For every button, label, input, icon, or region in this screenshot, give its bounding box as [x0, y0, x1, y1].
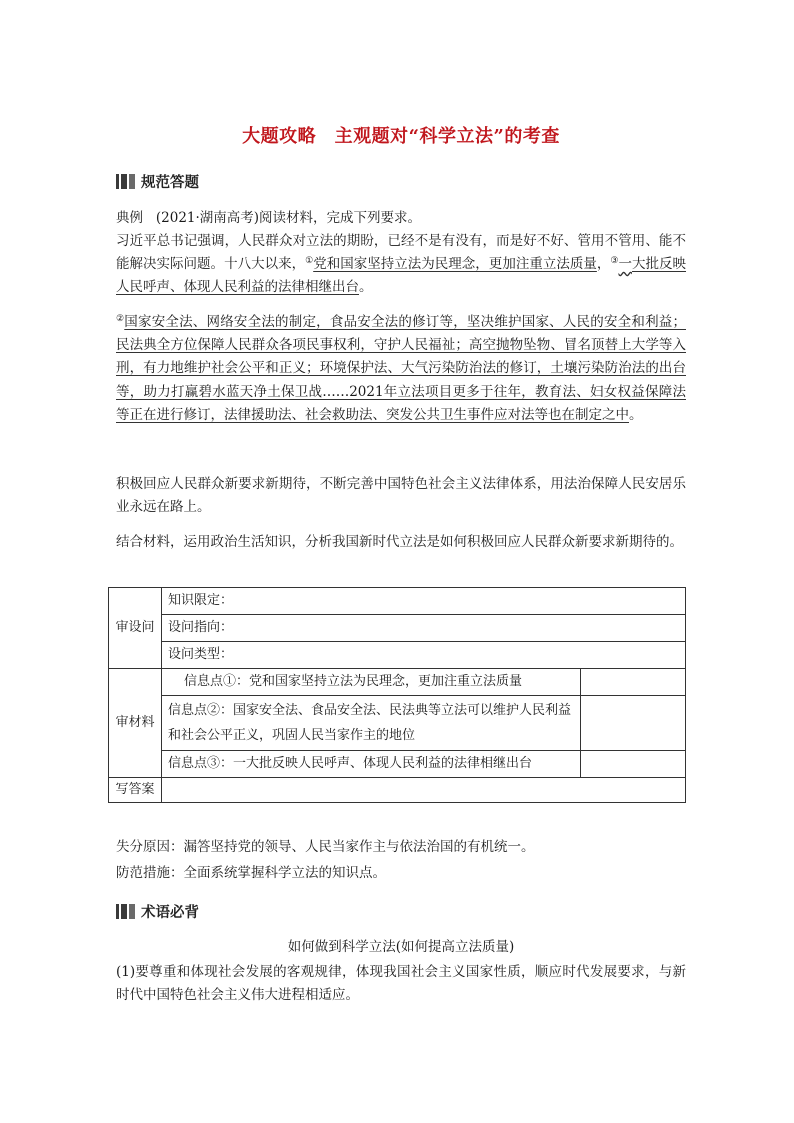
- example-label: 典例: [116, 210, 143, 226]
- underlined-text: 党和国家坚持立法为民理念，更加注重立法质量: [313, 256, 597, 273]
- section-heading-terms: [116, 901, 199, 921]
- prevention-measure: 防范措施：全面系统掌握科学立法的知识点。: [116, 865, 386, 881]
- info-marker: ②: [116, 314, 125, 324]
- write-answer-label: 写答案: [109, 778, 162, 803]
- section-heading-answer: [116, 171, 199, 191]
- info-point-3-cell: 信息点③：一大批反映人民呼声、体现人民利益的法律相继出台: [162, 751, 581, 778]
- section-heading-label: 规范答题: [141, 173, 199, 191]
- section-marker-icon: [116, 904, 137, 919]
- info-point-1-blank: [581, 669, 686, 696]
- write-answer-cell: [162, 778, 686, 803]
- material-paragraph-1: [116, 230, 686, 300]
- analysis-table: [108, 587, 686, 803]
- underlined-text: 大批反映人民呼声、体现人民利益的法律相继出台: [116, 256, 687, 296]
- question-type-cell: 设问类型：: [162, 642, 686, 669]
- wavy-underlined-text: 一: [618, 256, 632, 273]
- question-paragraph: 结合材料，运用政治生活知识，分析我国新时代立法是如何积极回应人民群众新要求新期待的。: [116, 534, 683, 550]
- info-point-1-cell: 信息点①：党和国家坚持立法为民理念，更加注重立法质量: [162, 669, 581, 696]
- example-source-text: (2021·湖南高考)阅读材料，完成下列要求。: [155, 210, 422, 226]
- material-text: 习近平总书记强调，人民群众对立法的期盼，已经不是有没有，而是好不好、管用不管用、能不能解决实际问题。十八大以来，: [116, 233, 686, 273]
- terms-point-1: (1)要尊重和体现社会发展的客观规律，体现我国社会主义国家性质，顺应时代发展要求，与新时代中国特色社会主义伟大进程相适应。: [116, 964, 686, 1004]
- material-paragraph-2: [116, 311, 686, 427]
- terms-subtitle: 如何做到科学立法(如何提高立法质量): [287, 939, 515, 955]
- info-point-2-cell: 信息点②：国家安全法、食品安全法、民法典等立法可以维护人民利益和社会公平正义，巩固人民当家作主的地位: [162, 696, 581, 751]
- section-marker-icon: [116, 174, 137, 189]
- review-material-label: 审材料: [109, 669, 162, 778]
- info-marker: ③: [610, 256, 619, 267]
- review-question-label: 审设问: [109, 588, 162, 669]
- question-direction-cell: 设问指向：: [162, 615, 686, 642]
- info-marker: ①: [305, 256, 314, 267]
- material-text: 。: [359, 279, 373, 296]
- page-title: 大题攻略 主观题对“科学立法”的考查: [242, 126, 560, 147]
- material-text: 。: [629, 406, 643, 423]
- example-source: [116, 207, 686, 230]
- material-paragraph-3: 积极回应人民群众新要求新期待，不断完善中国特色社会主义法律体系，用法治保障人民安居乐业永远在路上。: [116, 476, 686, 516]
- material-text: ，: [596, 256, 611, 273]
- info-point-3-blank: [581, 751, 686, 778]
- section-heading-label: 术语必背: [141, 903, 199, 921]
- knowledge-limit-cell: 知识限定：: [162, 588, 686, 615]
- loss-reason: 失分原因：漏答坚持党的领导、人民当家作主与依法治国的有机统一。: [116, 839, 535, 855]
- info-point-2-blank: [581, 696, 686, 751]
- underlined-text: 国家安全法、网络安全法的制定，食品安全法的修订等，坚决维护国家、人民的安全和利益；民法典全方位保障人民群众各项民事权利，守护人民福祉；高空抛物坠物、冒名顶替上大学等入刑，有力地维护社会公平和正义；环境保护法、大气污染防治法的修订，土壤污染防治法的出台等，助力打赢碧水蓝天净土保卫战……2021年立法项目更多于往年，教育法、妇女权益保障法等正在进行修订，法律援助法、社会救助法、突发公共卫生事件应对法等也在制定之中: [116, 314, 686, 423]
